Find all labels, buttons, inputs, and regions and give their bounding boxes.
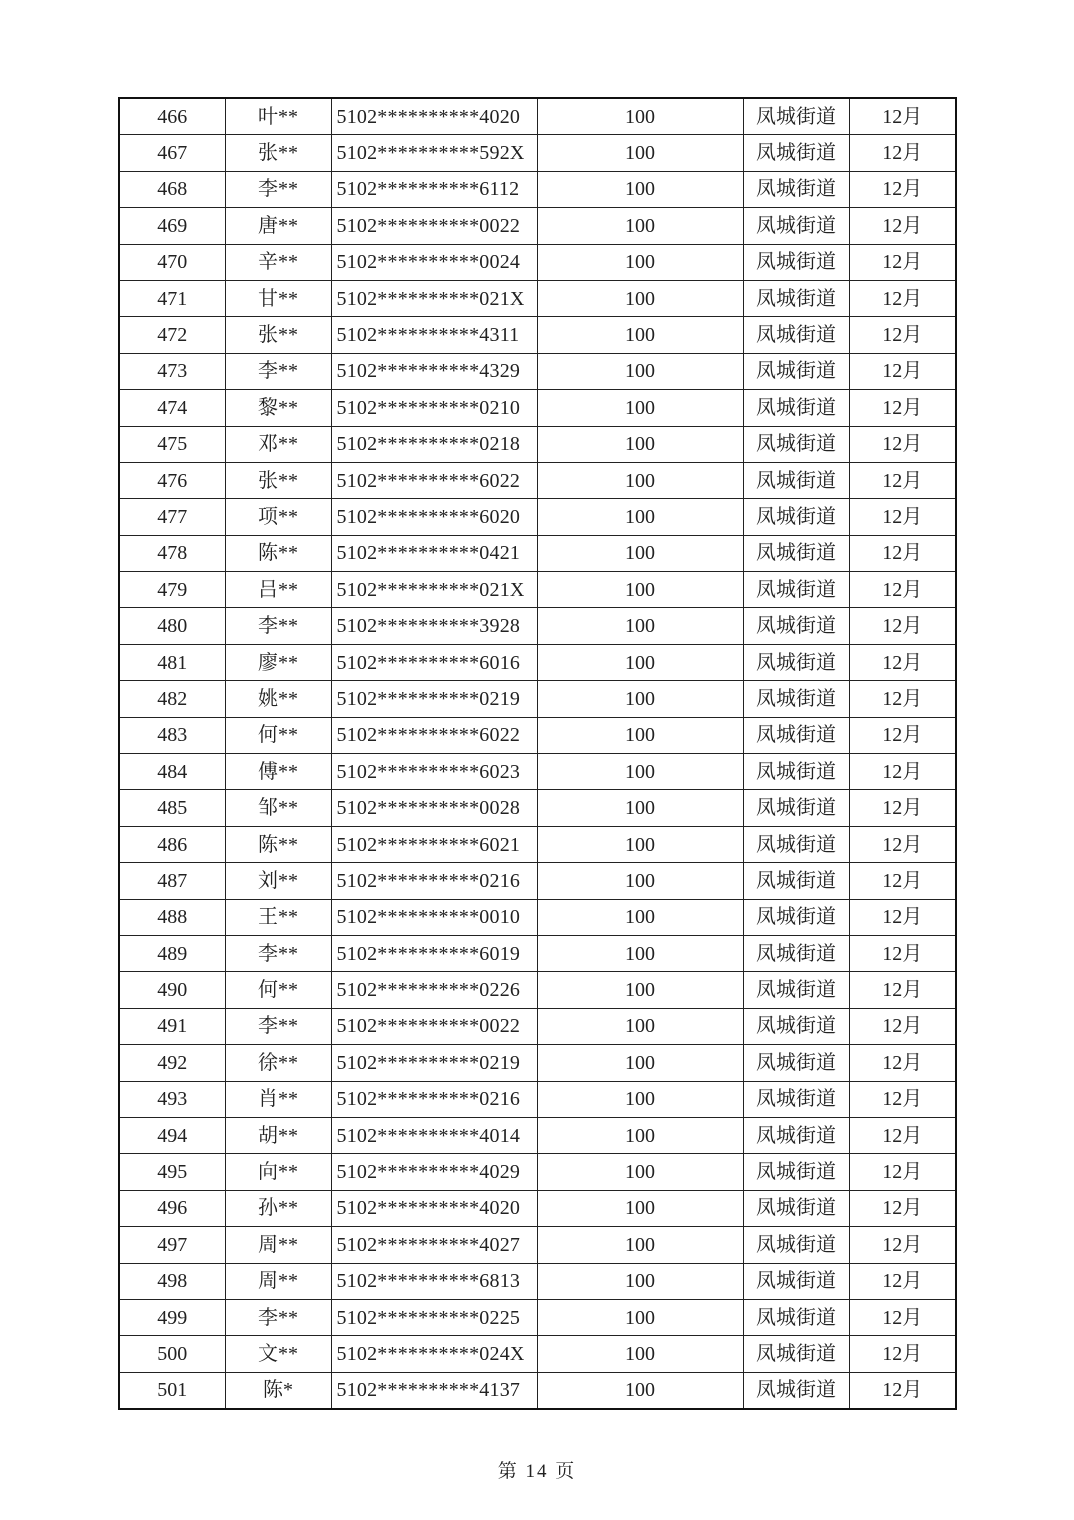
table-row [119, 826, 956, 862]
table-row [119, 1117, 956, 1153]
cell-index: 493 [119, 1081, 225, 1117]
cell-name: 廖** [225, 644, 331, 680]
cell-name: 肖** [225, 1081, 331, 1117]
cell-name: 周** [225, 1227, 331, 1263]
cell-area: 凤城街道 [743, 535, 849, 571]
table-row [119, 717, 956, 753]
cell-month: 12月 [849, 826, 956, 862]
cell-index: 489 [119, 935, 225, 971]
cell-amount: 100 [537, 98, 743, 135]
cell-name: 傅** [225, 754, 331, 790]
cell-id-number: 5102**********4014 [331, 1117, 537, 1153]
cell-month: 12月 [849, 935, 956, 971]
cell-area: 凤城街道 [743, 972, 849, 1008]
cell-index: 485 [119, 790, 225, 826]
cell-amount: 100 [537, 681, 743, 717]
cell-index: 482 [119, 681, 225, 717]
cell-id-number: 5102**********6813 [331, 1263, 537, 1299]
cell-month: 12月 [849, 1299, 956, 1335]
cell-month: 12月 [849, 426, 956, 462]
cell-month: 12月 [849, 1045, 956, 1081]
cell-index: 498 [119, 1263, 225, 1299]
cell-name: 张** [225, 135, 331, 171]
table-row [119, 98, 956, 135]
table-row [119, 608, 956, 644]
cell-amount: 100 [537, 280, 743, 316]
recipient-table-body [119, 98, 956, 1409]
cell-index: 501 [119, 1372, 225, 1409]
cell-index: 468 [119, 171, 225, 207]
cell-id-number: 5102**********3928 [331, 608, 537, 644]
cell-amount: 100 [537, 499, 743, 535]
cell-month: 12月 [849, 1154, 956, 1190]
cell-index: 483 [119, 717, 225, 753]
cell-name: 陈* [225, 1372, 331, 1409]
cell-id-number: 5102**********0226 [331, 972, 537, 1008]
cell-amount: 100 [537, 171, 743, 207]
cell-month: 12月 [849, 1190, 956, 1226]
table-row [119, 135, 956, 171]
cell-index: 474 [119, 390, 225, 426]
cell-id-number: 5102**********6022 [331, 717, 537, 753]
cell-name: 陈** [225, 826, 331, 862]
cell-amount: 100 [537, 1372, 743, 1409]
table-row [119, 499, 956, 535]
table-row [119, 1227, 956, 1263]
table-row [119, 535, 956, 571]
cell-index: 478 [119, 535, 225, 571]
cell-id-number: 5102**********4329 [331, 353, 537, 389]
table-row [119, 390, 956, 426]
cell-id-number: 5102**********0022 [331, 208, 537, 244]
cell-index: 469 [119, 208, 225, 244]
cell-index: 494 [119, 1117, 225, 1153]
cell-amount: 100 [537, 1081, 743, 1117]
cell-name: 向** [225, 1154, 331, 1190]
cell-id-number: 5102**********0216 [331, 1081, 537, 1117]
cell-area: 凤城街道 [743, 826, 849, 862]
cell-name: 何** [225, 717, 331, 753]
table-row [119, 754, 956, 790]
cell-amount: 100 [537, 754, 743, 790]
cell-area: 凤城街道 [743, 1045, 849, 1081]
cell-area: 凤城街道 [743, 572, 849, 608]
cell-name: 何** [225, 972, 331, 1008]
cell-month: 12月 [849, 244, 956, 280]
table-row [119, 1372, 956, 1409]
cell-index: 480 [119, 608, 225, 644]
cell-amount: 100 [537, 1336, 743, 1372]
table-row [119, 972, 956, 1008]
cell-id-number: 5102**********0218 [331, 426, 537, 462]
cell-name: 胡** [225, 1117, 331, 1153]
recipient-table [118, 97, 957, 1410]
cell-name: 刘** [225, 863, 331, 899]
cell-area: 凤城街道 [743, 1372, 849, 1409]
cell-id-number: 5102**********6016 [331, 644, 537, 680]
cell-amount: 100 [537, 317, 743, 353]
cell-id-number: 5102**********6023 [331, 754, 537, 790]
cell-amount: 100 [537, 935, 743, 971]
cell-month: 12月 [849, 317, 956, 353]
cell-index: 491 [119, 1008, 225, 1044]
cell-month: 12月 [849, 1263, 956, 1299]
cell-name: 邓** [225, 426, 331, 462]
table-row [119, 1299, 956, 1335]
cell-id-number: 5102**********6022 [331, 462, 537, 498]
cell-amount: 100 [537, 208, 743, 244]
cell-name: 叶** [225, 98, 331, 135]
cell-id-number: 5102**********0028 [331, 790, 537, 826]
table-row [119, 1336, 956, 1372]
cell-month: 12月 [849, 462, 956, 498]
cell-name: 甘** [225, 280, 331, 316]
cell-amount: 100 [537, 535, 743, 571]
cell-id-number: 5102**********4027 [331, 1227, 537, 1263]
cell-area: 凤城街道 [743, 1081, 849, 1117]
cell-id-number: 5102**********4029 [331, 1154, 537, 1190]
cell-month: 12月 [849, 863, 956, 899]
cell-month: 12月 [849, 681, 956, 717]
cell-area: 凤城街道 [743, 280, 849, 316]
cell-area: 凤城街道 [743, 1154, 849, 1190]
cell-area: 凤城街道 [743, 1190, 849, 1226]
cell-name: 李** [225, 935, 331, 971]
cell-id-number: 5102**********4020 [331, 1190, 537, 1226]
cell-area: 凤城街道 [743, 1336, 849, 1372]
cell-name: 张** [225, 317, 331, 353]
cell-amount: 100 [537, 1299, 743, 1335]
cell-name: 李** [225, 608, 331, 644]
cell-month: 12月 [849, 790, 956, 826]
cell-area: 凤城街道 [743, 353, 849, 389]
cell-area: 凤城街道 [743, 790, 849, 826]
cell-index: 479 [119, 572, 225, 608]
cell-amount: 100 [537, 462, 743, 498]
table-row [119, 462, 956, 498]
cell-name: 周** [225, 1263, 331, 1299]
table-row [119, 208, 956, 244]
cell-amount: 100 [537, 608, 743, 644]
table-row [119, 1263, 956, 1299]
cell-index: 471 [119, 280, 225, 316]
cell-index: 497 [119, 1227, 225, 1263]
cell-index: 499 [119, 1299, 225, 1335]
table-row [119, 317, 956, 353]
cell-name: 徐** [225, 1045, 331, 1081]
cell-amount: 100 [537, 390, 743, 426]
cell-index: 500 [119, 1336, 225, 1372]
cell-month: 12月 [849, 1227, 956, 1263]
cell-month: 12月 [849, 972, 956, 1008]
table-row [119, 572, 956, 608]
cell-area: 凤城街道 [743, 390, 849, 426]
table-row [119, 353, 956, 389]
cell-name: 辛** [225, 244, 331, 280]
table-row [119, 790, 956, 826]
cell-id-number: 5102**********592X [331, 135, 537, 171]
cell-month: 12月 [849, 717, 956, 753]
cell-name: 李** [225, 353, 331, 389]
table-row [119, 935, 956, 971]
cell-area: 凤城街道 [743, 1117, 849, 1153]
cell-area: 凤城街道 [743, 863, 849, 899]
cell-amount: 100 [537, 644, 743, 680]
cell-area: 凤城街道 [743, 98, 849, 135]
cell-name: 姚** [225, 681, 331, 717]
cell-id-number: 5102**********0219 [331, 1045, 537, 1081]
cell-name: 黎** [225, 390, 331, 426]
cell-area: 凤城街道 [743, 499, 849, 535]
cell-index: 487 [119, 863, 225, 899]
cell-index: 470 [119, 244, 225, 280]
table-row [119, 1154, 956, 1190]
cell-amount: 100 [537, 972, 743, 1008]
cell-index: 467 [119, 135, 225, 171]
cell-id-number: 5102**********0216 [331, 863, 537, 899]
cell-id-number: 5102**********024X [331, 1336, 537, 1372]
table-row [119, 644, 956, 680]
cell-amount: 100 [537, 826, 743, 862]
cell-area: 凤城街道 [743, 426, 849, 462]
cell-amount: 100 [537, 572, 743, 608]
cell-area: 凤城街道 [743, 899, 849, 935]
cell-area: 凤城街道 [743, 644, 849, 680]
cell-name: 陈** [225, 535, 331, 571]
cell-name: 吕** [225, 572, 331, 608]
cell-id-number: 5102**********0210 [331, 390, 537, 426]
cell-area: 凤城街道 [743, 608, 849, 644]
table-row [119, 899, 956, 935]
cell-amount: 100 [537, 1227, 743, 1263]
cell-name: 唐** [225, 208, 331, 244]
cell-id-number: 5102**********6112 [331, 171, 537, 207]
cell-name: 文** [225, 1336, 331, 1372]
cell-index: 473 [119, 353, 225, 389]
cell-index: 490 [119, 972, 225, 1008]
cell-index: 495 [119, 1154, 225, 1190]
table-row [119, 681, 956, 717]
cell-area: 凤城街道 [743, 244, 849, 280]
cell-name: 李** [225, 171, 331, 207]
cell-month: 12月 [849, 535, 956, 571]
table-row [119, 426, 956, 462]
table-row [119, 171, 956, 207]
cell-area: 凤城街道 [743, 171, 849, 207]
cell-month: 12月 [849, 171, 956, 207]
cell-amount: 100 [537, 790, 743, 826]
cell-id-number: 5102**********0225 [331, 1299, 537, 1335]
cell-area: 凤城街道 [743, 754, 849, 790]
cell-month: 12月 [849, 1081, 956, 1117]
cell-area: 凤城街道 [743, 317, 849, 353]
cell-index: 496 [119, 1190, 225, 1226]
cell-month: 12月 [849, 390, 956, 426]
cell-id-number: 5102**********0421 [331, 535, 537, 571]
cell-month: 12月 [849, 572, 956, 608]
cell-amount: 100 [537, 1263, 743, 1299]
table-row [119, 280, 956, 316]
cell-month: 12月 [849, 135, 956, 171]
cell-id-number: 5102**********4020 [331, 98, 537, 135]
cell-id-number: 5102**********0219 [331, 681, 537, 717]
cell-name: 张** [225, 462, 331, 498]
cell-area: 凤城街道 [743, 717, 849, 753]
cell-amount: 100 [537, 1190, 743, 1226]
cell-amount: 100 [537, 717, 743, 753]
cell-amount: 100 [537, 863, 743, 899]
cell-month: 12月 [849, 644, 956, 680]
cell-month: 12月 [849, 280, 956, 316]
cell-area: 凤城街道 [743, 1227, 849, 1263]
cell-name: 李** [225, 1008, 331, 1044]
cell-month: 12月 [849, 208, 956, 244]
cell-index: 476 [119, 462, 225, 498]
cell-month: 12月 [849, 1008, 956, 1044]
cell-amount: 100 [537, 1154, 743, 1190]
cell-month: 12月 [849, 1336, 956, 1372]
table-row [119, 863, 956, 899]
cell-area: 凤城街道 [743, 935, 849, 971]
table-row [119, 1190, 956, 1226]
cell-area: 凤城街道 [743, 1299, 849, 1335]
cell-index: 484 [119, 754, 225, 790]
cell-id-number: 5102**********0024 [331, 244, 537, 280]
cell-index: 466 [119, 98, 225, 135]
cell-id-number: 5102**********021X [331, 280, 537, 316]
cell-id-number: 5102**********6020 [331, 499, 537, 535]
cell-name: 邹** [225, 790, 331, 826]
cell-month: 12月 [849, 899, 956, 935]
cell-id-number: 5102**********4137 [331, 1372, 537, 1409]
cell-index: 477 [119, 499, 225, 535]
table-row [119, 1081, 956, 1117]
cell-area: 凤城街道 [743, 1008, 849, 1044]
cell-amount: 100 [537, 1008, 743, 1044]
cell-amount: 100 [537, 244, 743, 280]
cell-area: 凤城街道 [743, 208, 849, 244]
table-row [119, 244, 956, 280]
cell-index: 492 [119, 1045, 225, 1081]
cell-amount: 100 [537, 135, 743, 171]
cell-name: 王** [225, 899, 331, 935]
cell-index: 488 [119, 899, 225, 935]
cell-name: 李** [225, 1299, 331, 1335]
table-row [119, 1045, 956, 1081]
cell-area: 凤城街道 [743, 135, 849, 171]
cell-month: 12月 [849, 1372, 956, 1409]
table-row [119, 1008, 956, 1044]
cell-id-number: 5102**********0010 [331, 899, 537, 935]
cell-id-number: 5102**********6019 [331, 935, 537, 971]
cell-month: 12月 [849, 98, 956, 135]
cell-id-number: 5102**********6021 [331, 826, 537, 862]
cell-area: 凤城街道 [743, 681, 849, 717]
cell-amount: 100 [537, 1045, 743, 1081]
cell-name: 孙** [225, 1190, 331, 1226]
cell-index: 486 [119, 826, 225, 862]
cell-id-number: 5102**********021X [331, 572, 537, 608]
cell-month: 12月 [849, 353, 956, 389]
cell-month: 12月 [849, 1117, 956, 1153]
cell-month: 12月 [849, 499, 956, 535]
cell-id-number: 5102**********0022 [331, 1008, 537, 1044]
cell-index: 475 [119, 426, 225, 462]
cell-month: 12月 [849, 754, 956, 790]
cell-month: 12月 [849, 608, 956, 644]
cell-amount: 100 [537, 1117, 743, 1153]
cell-amount: 100 [537, 353, 743, 389]
cell-amount: 100 [537, 426, 743, 462]
cell-id-number: 5102**********4311 [331, 317, 537, 353]
cell-area: 凤城街道 [743, 1263, 849, 1299]
cell-index: 481 [119, 644, 225, 680]
cell-amount: 100 [537, 899, 743, 935]
page-number: 第 14 页 [497, 1461, 577, 1482]
cell-name: 项** [225, 499, 331, 535]
cell-index: 472 [119, 317, 225, 353]
cell-area: 凤城街道 [743, 462, 849, 498]
